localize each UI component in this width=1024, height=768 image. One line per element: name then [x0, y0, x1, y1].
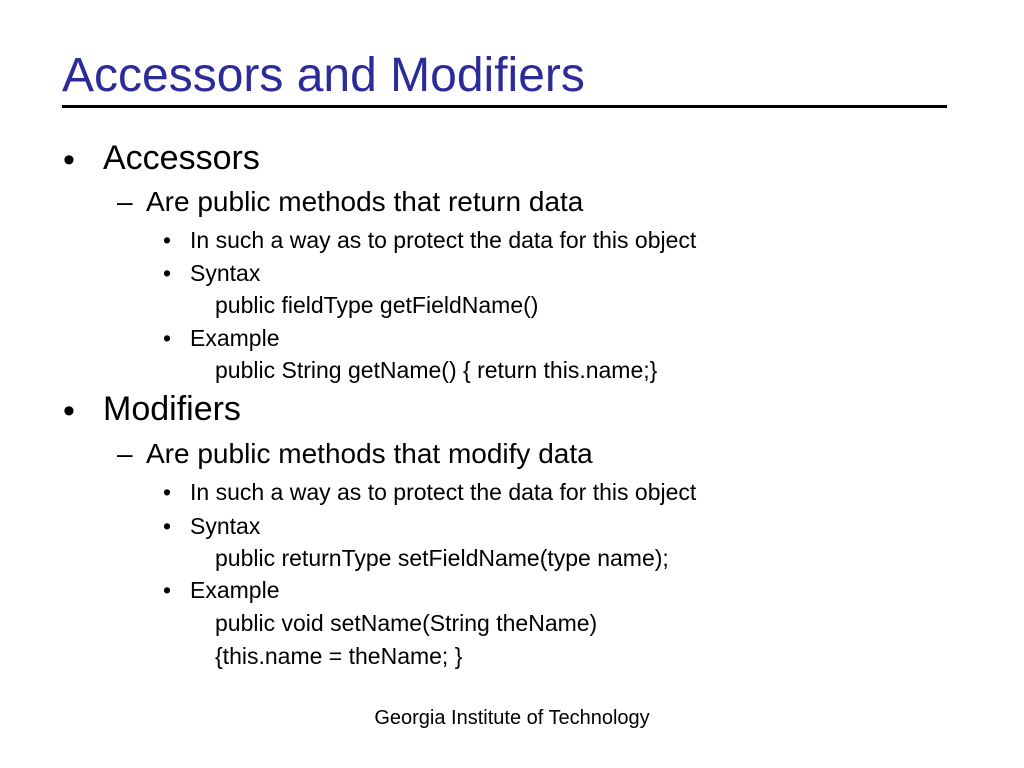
- bullet-icon: •: [163, 227, 172, 253]
- modifiers-example-label: Example: [190, 577, 280, 603]
- accessors-syntax-code: public fieldType getFieldName(): [215, 292, 539, 318]
- section-heading-accessors: Accessors: [103, 139, 260, 177]
- accessors-example-code: public String getName() { return this.name;}: [215, 357, 658, 383]
- modifiers-example-code-line-1: public void setName(String theName): [215, 610, 598, 636]
- modifiers-syntax-code: public returnType setFieldName(type name);: [215, 545, 669, 571]
- bullet-icon: •: [163, 260, 172, 286]
- dash-bullet-icon: –: [117, 186, 133, 217]
- accessors-example-label: Example: [190, 325, 280, 351]
- slide-title: Accessors and Modifiers: [62, 49, 585, 102]
- bullet-icon: •: [163, 325, 172, 351]
- accessors-purpose: In such a way as to protect the data for this object: [190, 227, 697, 253]
- bullet-icon: •: [63, 141, 75, 179]
- bullet-icon: •: [163, 577, 172, 603]
- bullet-icon: •: [163, 479, 172, 505]
- accessors-syntax-label: Syntax: [190, 260, 261, 286]
- accessors-subheading: Are public methods that return data: [146, 186, 584, 217]
- bullet-icon: •: [63, 392, 75, 430]
- modifiers-subheading: Are public methods that modify data: [146, 438, 593, 469]
- title-underline: [62, 105, 947, 108]
- slide-footer: Georgia Institute of Technology: [374, 707, 650, 729]
- section-heading-modifiers: Modifiers: [103, 390, 241, 428]
- bullet-icon: •: [163, 513, 172, 539]
- dash-bullet-icon: –: [117, 438, 133, 469]
- modifiers-syntax-label: Syntax: [190, 513, 261, 539]
- modifiers-purpose: In such a way as to protect the data for this object: [190, 479, 697, 505]
- modifiers-example-code-line-2: {this.name = theName; }: [215, 643, 463, 669]
